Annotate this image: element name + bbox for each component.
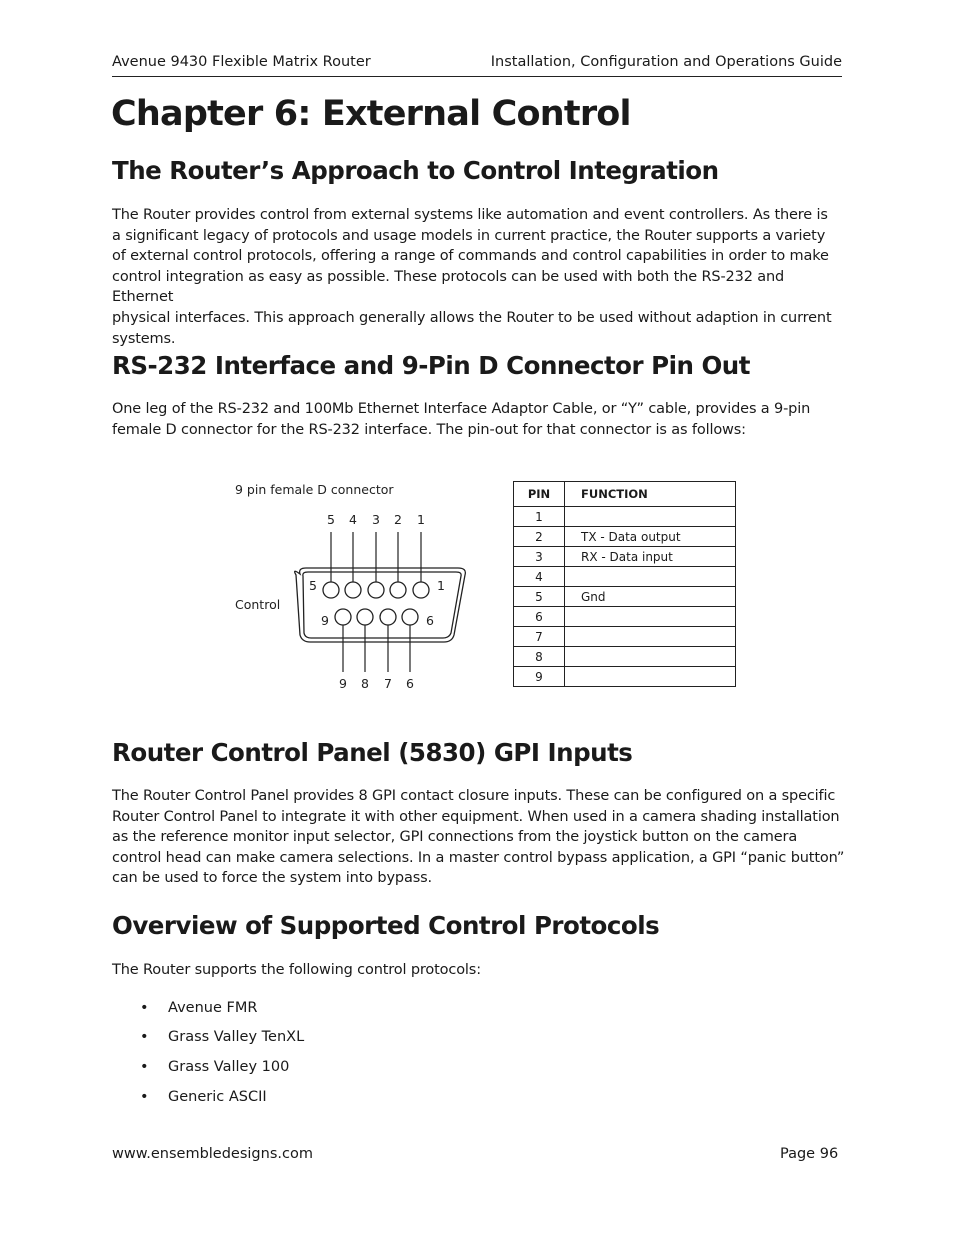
footer-website-link[interactable]: www.ensembledesigns.com <box>112 1146 313 1162</box>
pin-label-top: 5 <box>327 512 335 527</box>
inner-label-6: 6 <box>426 613 434 628</box>
pin-label-bottom: 7 <box>384 676 392 691</box>
protocol-name: Avenue FMR <box>168 1000 258 1016</box>
table-row <box>514 567 736 587</box>
connector-caption: 9 pin female D connector <box>235 482 394 497</box>
pin-label-top: 3 <box>372 512 380 527</box>
pin-label-bottom: 8 <box>361 676 369 691</box>
pin-function <box>565 567 736 587</box>
pin-function <box>565 607 736 627</box>
pin-number: 9 <box>514 667 565 687</box>
table-row <box>514 667 736 687</box>
footer-page-number: Page 96 <box>780 1146 839 1162</box>
header-guide-title: Installation, Configuration and Operations Guide <box>490 54 842 70</box>
pin-number: 4 <box>514 567 565 587</box>
table-row <box>514 587 736 607</box>
table-row <box>514 607 736 627</box>
pin-number: 1 <box>514 507 565 527</box>
bullet-icon: • <box>140 1089 149 1105</box>
inner-label-5: 5 <box>309 578 317 593</box>
gpi-paragraph: The Router Control Panel provides 8 GPI contact closure inputs. These can be configured on a specific Router Control Panel to integrate it with other equipment. When used in a camera shading installation as the reference monitor input selector, GPI connections from the joystick button on the camera control head can make camera selections. In a master control bypass application, a GPI “panic button” can be used to force the system into bypass. <box>112 788 845 887</box>
chapter-title: Chapter 6: External Control <box>111 94 631 134</box>
section-heading-protocols: Overview of Supported Control Protocols <box>112 911 660 940</box>
inner-label-1: 1 <box>437 578 445 593</box>
pin-number: 6 <box>514 607 565 627</box>
section-heading-gpi: Router Control Panel (5830) GPI Inputs <box>112 738 633 767</box>
protocol-name: Grass Valley 100 <box>168 1059 290 1075</box>
pin-number: 2 <box>514 527 565 547</box>
table-row <box>514 547 736 567</box>
section-heading-rs232: RS-232 Interface and 9-Pin D Connector Pin Out <box>112 351 750 380</box>
bottom-leader-lines <box>343 625 410 672</box>
pin-label-bottom: 9 <box>339 676 347 691</box>
section-heading-approach: The Router’s Approach to Control Integration <box>112 156 719 185</box>
pin-function: Gnd <box>565 587 736 607</box>
pin-number: 8 <box>514 647 565 667</box>
header-product-title: Avenue 9430 Flexible Matrix Router <box>112 54 371 70</box>
pin-label-top: 1 <box>417 512 425 527</box>
running-header <box>112 54 842 77</box>
bottom-row-holes <box>335 609 418 625</box>
pin-function <box>565 507 736 527</box>
table-row <box>514 507 736 527</box>
pin-label-bottom: 6 <box>406 676 414 691</box>
pin-function: TX - Data output <box>565 527 736 547</box>
column-header-pin: PIN <box>514 482 565 507</box>
pin-function: RX - Data input <box>565 547 736 567</box>
table-header-row <box>514 482 736 507</box>
bullet-icon: • <box>140 1029 149 1045</box>
pinout-table <box>513 481 736 687</box>
protocol-name: Grass Valley TenXL <box>168 1029 305 1045</box>
bullet-icon: • <box>140 1000 149 1016</box>
pin-label-top: 4 <box>349 512 357 527</box>
table-row <box>514 627 736 647</box>
inner-label-9: 9 <box>321 613 329 628</box>
control-label: Control <box>235 597 281 612</box>
pin-function <box>565 667 736 687</box>
rs232-paragraph: One leg of the RS-232 and 100Mb Ethernet Interface Adaptor Cable, or “Y” cable, provides a 9-pin female D connector for the RS-232 interface. The pin-out for that connector is as follows: <box>112 401 811 438</box>
top-row-holes <box>323 582 429 598</box>
pin-number: 5 <box>514 587 565 607</box>
table-row <box>514 527 736 547</box>
pin-function <box>565 627 736 647</box>
pin-label-top: 2 <box>394 512 402 527</box>
protocol-name: Generic ASCII <box>168 1089 267 1105</box>
protocols-intro: The Router supports the following control protocols: <box>112 962 481 978</box>
pin-number: 3 <box>514 547 565 567</box>
pin-number: 7 <box>514 627 565 647</box>
approach-paragraph: The Router provides control from external systems like automation and event controllers. As there is a significant legacy of protocols and usage models in current practice, the Router supports a variety of external control protocols, offering a range of commands and control capabilities in order to make control integration as easy as possible. These protocols can be used with both the RS-232 and Ethernet physical interfaces. This approach generally allows the Router to be used without adaption in current systems. <box>112 207 832 347</box>
d-connector-diagram <box>230 475 480 700</box>
column-header-function: FUNCTION <box>565 482 736 507</box>
top-leader-lines <box>331 532 421 582</box>
pin-function <box>565 647 736 667</box>
table-row <box>514 647 736 667</box>
bullet-icon: • <box>140 1059 149 1075</box>
